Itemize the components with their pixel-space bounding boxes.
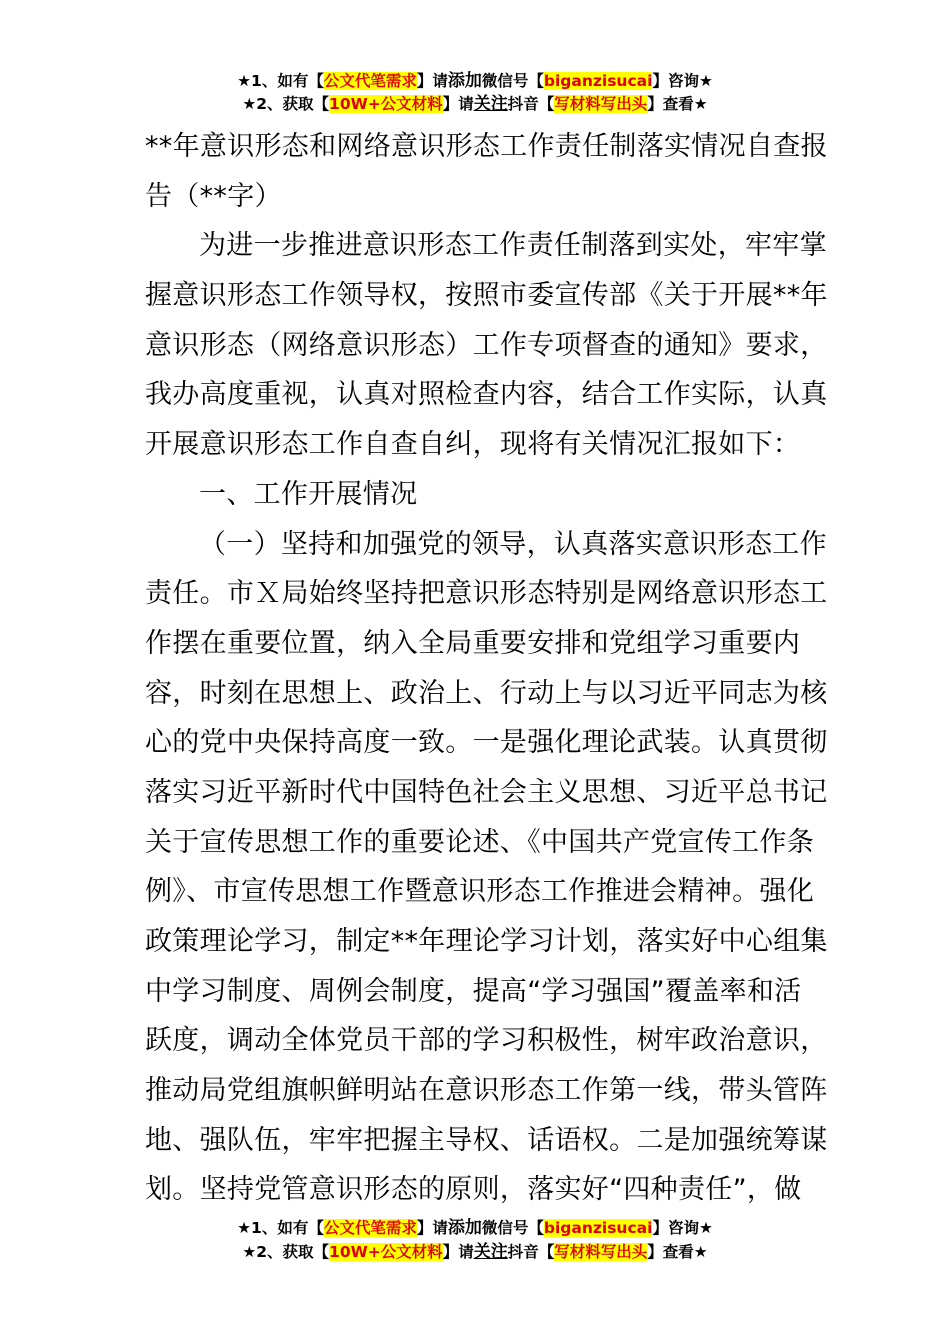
promo-emphasis: 关注: [473, 1242, 508, 1262]
promo-text: 微信号【: [481, 1219, 544, 1237]
footer-promo-line-2: [0, 1241, 950, 1263]
promo-highlight: 公文代笔需求: [323, 1219, 417, 1237]
promo-emphasis: 关注: [473, 94, 508, 114]
paragraph-line: 落实习近平新时代中国特色社会主义思想、习近平总书记: [145, 776, 828, 808]
document-title-line: **年意识形态和网络意识形态工作责任制落实情况自查报: [145, 131, 828, 162]
promo-text: 】请: [416, 1219, 448, 1237]
promo-text: ★2、获取【: [242, 1243, 330, 1261]
paragraph-line: 容，时刻在思想上、政治上、行动上与以习近平同志为核: [145, 677, 828, 709]
header-promo-line-2: [0, 93, 950, 115]
section-heading: 一、工作开展情况: [199, 478, 418, 510]
promo-text: 】咨询★: [652, 72, 713, 90]
promo-text: 】请: [442, 1243, 474, 1261]
promo-emphasis: 添加: [447, 71, 482, 91]
promo-text: 抖音【: [507, 1243, 555, 1261]
promo-douyin-id: 写材料写出头: [554, 1243, 648, 1261]
paragraph-line: 开展意识形态工作自查自纠，现将有关情况汇报如下：: [145, 429, 801, 461]
paragraph-line: 心的党中央保持高度一致。一是强化理论武装。认真贯彻: [145, 727, 828, 759]
paragraph-line: 中学习制度、周例会制度，提高“学习强国”覆盖率和活: [145, 975, 802, 1007]
promo-text: ★1、如有【: [237, 72, 324, 90]
paragraph-line: （一）坚持和加强党的领导，认真落实意识形态工作: [199, 528, 827, 560]
paragraph-line: 为进一步推进意识形态工作责任制落到实处，牢牢掌: [199, 230, 827, 262]
paragraph-line: 例》、市宣传思想工作暨意识形态工作推进会精神。强化: [145, 876, 814, 908]
promo-text: ★2、获取【: [242, 95, 330, 113]
paragraph-line: 跃度，调动全体党员干部的学习积极性，树牢政治意识，: [145, 1025, 828, 1057]
promo-wechat-id: biganzisucai: [543, 1219, 653, 1237]
promo-text: ★1、如有【: [237, 1219, 324, 1237]
promo-highlight: 公文代笔需求: [323, 72, 417, 90]
paragraph-line: 我办高度重视，认真对照检查内容，结合工作实际，认真: [145, 379, 828, 411]
promo-text: 微信号【: [481, 72, 544, 90]
header-promo-line-1: [0, 70, 950, 92]
promo-wechat-id: biganzisucai: [543, 72, 653, 90]
promo-douyin-id: 写材料写出头: [554, 95, 648, 113]
promo-emphasis: 添加: [447, 1218, 482, 1238]
promo-highlight: 10W+公文材料: [329, 1243, 443, 1261]
paragraph-line: 划。坚持党管意识形态的原则，落实好“四种责任”，做: [145, 1174, 802, 1206]
paragraph-line: 意识形态（网络意识形态）工作专项督查的通知》要求，: [145, 329, 828, 361]
promo-text: 】查看★: [647, 1243, 708, 1261]
paragraph-line: 地、强队伍，牢牢把握主导权、话语权。二是加强统筹谋: [145, 1124, 828, 1156]
paragraph-line: 作摆在重要位置，纳入全局重要安排和党组学习重要内: [145, 627, 801, 659]
promo-text: 】咨询★: [652, 1219, 713, 1237]
paragraph-line: 关于宣传思想工作的重要论述、《中国共产党宣传工作条: [145, 826, 814, 858]
footer-promo-line-1: [0, 1217, 950, 1239]
promo-text: 】请: [416, 72, 448, 90]
document-title-line: 告（**字）: [145, 180, 282, 212]
paragraph-line: 责任。市Ｘ局始终坚持把意识形态特别是网络意识形态工: [145, 578, 828, 610]
paragraph-line: 政策理论学习，制定**年理论学习计划，落实好中心组集: [145, 926, 828, 957]
promo-text: 】查看★: [647, 95, 708, 113]
promo-text: 】请: [442, 95, 474, 113]
promo-text: 抖音【: [507, 95, 555, 113]
document-body: [145, 122, 828, 1215]
paragraph-line: 推动局党组旗帜鲜明站在意识形态工作第一线，带头管阵: [145, 1075, 828, 1107]
paragraph-line: 握意识形态工作领导权，按照市委宣传部《关于开展**年: [145, 280, 828, 312]
promo-highlight: 10W+公文材料: [329, 95, 443, 113]
